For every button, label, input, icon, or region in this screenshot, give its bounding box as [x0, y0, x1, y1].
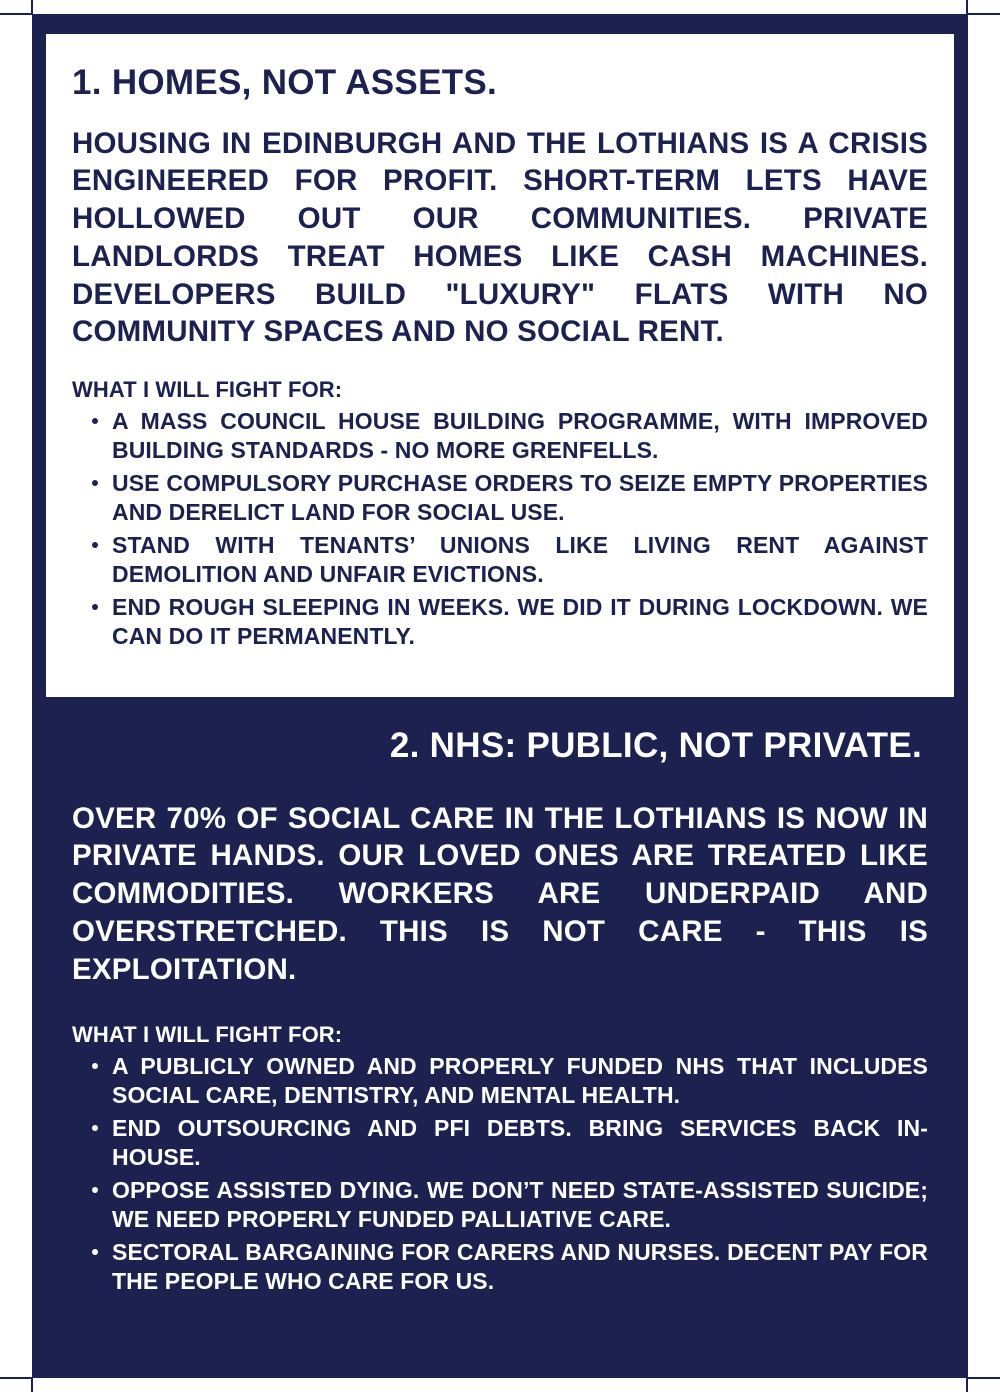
- list-item: END ROUGH SLEEPING IN WEEKS. WE DID IT DURING LOCKDOWN. WE CAN DO IT PERMANENTLY.: [112, 593, 928, 649]
- section-1-lede: HOUSING IN EDINBURGH AND THE LOTHIANS IS A CRISIS ENGINEERED FOR PROFIT. SHORT-TERM LETS HAVE HOLLOWED OUT OUR COMMUNITIES. PRIVATE LANDLORDS TREAT HOMES LIKE CASH MACHINES. DEVELOPERS BUILD "LUXURY" FLATS WITH NO COMMUNITY SPACES AND NO SOCIAL RENT.: [72, 126, 928, 349]
- crop-mark-bottom-right-horizontal: [968, 1377, 1000, 1379]
- crop-mark-top-right-vertical: [966, 0, 968, 14]
- list-item: OPPOSE ASSISTED DYING. WE DON’T NEED STATE-ASSISTED SUICIDE; WE NEED PROPERLY FUNDED PALLIATIVE CARE.: [112, 1177, 928, 1233]
- crop-mark-top-left-horizontal: [0, 13, 32, 15]
- crop-mark-top-left-vertical: [31, 0, 33, 14]
- crop-mark-bottom-right-vertical: [966, 1378, 968, 1392]
- list-item: END OUTSOURCING AND PFI DEBTS. BRING SERVICES BACK IN-HOUSE.: [112, 1115, 928, 1171]
- section-1-points: [72, 407, 928, 651]
- section-nhs-public-not-private: [46, 697, 954, 1357]
- list-item: SECTORAL BARGAINING FOR CARERS AND NURSES. DECENT PAY FOR THE PEOPLE WHO CARE FOR US.: [112, 1239, 928, 1295]
- list-item: USE COMPULSORY PURCHASE ORDERS TO SEIZE EMPTY PROPERTIES AND DERELICT LAND FOR SOCIAL USE.: [112, 469, 928, 525]
- crop-mark-bottom-left-vertical: [31, 1378, 33, 1392]
- list-item: A MASS COUNCIL HOUSE BUILDING PROGRAMME, WITH IMPROVED BUILDING STANDARDS - NO MORE GRENFELLS.: [112, 408, 928, 463]
- list-item: STAND WITH TENANTS’ UNIONS LIKE LIVING RENT AGAINST DEMOLITION AND UNFAIR EVICTIONS.: [112, 531, 928, 587]
- crop-mark-bottom-left-horizontal: [0, 1377, 32, 1379]
- list-item: A PUBLICLY OWNED AND PROPERLY FUNDED NHS THAT INCLUDES SOCIAL CARE, DENTISTRY, AND MENTAL HEALTH.: [112, 1053, 928, 1109]
- section-2-fight-label: WHAT I WILL FIGHT FOR:: [72, 1022, 343, 1048]
- crop-mark-top-right-horizontal: [968, 13, 1000, 15]
- section-homes-not-assets: [46, 34, 954, 697]
- section-1-heading: 1. HOMES, NOT ASSETS.: [72, 63, 498, 102]
- section-2-lede: OVER 70% OF SOCIAL CARE IN THE LOTHIANS IS NOW IN PRIVATE HANDS. OUR LOVED ONES ARE TREATED LIKE COMMODITIES. WORKERS ARE UNDERPAID AND OVERSTRETCHED. THIS IS NOT CARE - THIS IS EXPLOITATION.: [72, 801, 928, 986]
- section-2-heading: 2. NHS: PUBLIC, NOT PRIVATE.: [389, 726, 922, 765]
- section-2-points: [72, 1052, 928, 1296]
- section-1-fight-label: WHAT I WILL FIGHT FOR:: [72, 377, 343, 402]
